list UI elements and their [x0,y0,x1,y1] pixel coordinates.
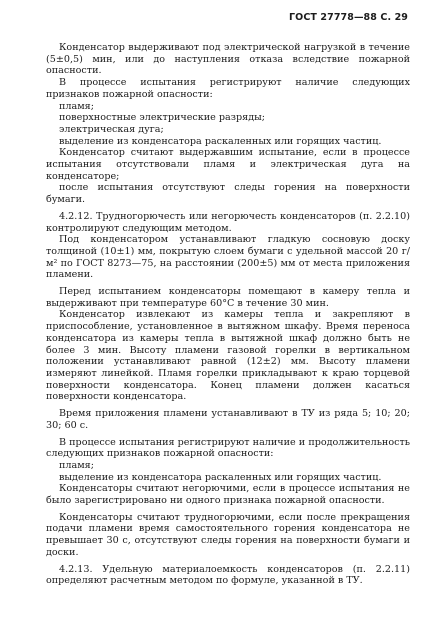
paragraph-register-signs: В процессе испытания регистрируют наличие следующих признаков пожарной опасности: [46,77,410,100]
list-item-electric-arc: электрическая дуга; [59,123,164,135]
document-body [46,42,410,587]
paragraph-test-duration: Конденсатор выдерживают под электрической нагрузкой в течение (5±0,5) мин, или до наступления отказа вследствие пожарной опасности. [46,42,410,77]
paragraph-heat-chamber: Перед испытанием конденсаторы помещают в камеру тепла и выдерживают при температуре 60°С в течение 30 мин. [46,286,410,309]
list-item-flame-2: пламя; [59,459,94,471]
page-header: ГОСТ 27778—88 С. 29 [289,12,408,23]
paragraph-flame-time: Время приложения пламени устанавливают в ТУ из ряда 5; 10; 20; 30; 60 с. [46,408,410,431]
section-4-2-12: 4.2.12. Трудногорючесть или негорючесть конденсаторов (п. 2.2.10) контролируют следующим методом. [46,210,410,234]
list-item-surface-discharges: поверхностные электрические разряды; [59,112,265,124]
paragraph-flame-procedure: Конденсатор извлекают из камеры тепла и закрепляют в приспособление, установленное в вытяжном шкафу. Время переноса конденсатора из камеры тепла в вытяжной шкаф должно быть не более 3 мин. Высоту пламени газовой горелки в вертикальном положении устанавливают равной (12±2) мм. Высоту пламени измеряют линейкой. Пламя горелки прикладывают к краю торцевой поверхности конденсатора. Конец пламени должен касаться поверхности конденсатора. [46,309,410,403]
paragraph-paper-traces: после испытания отсутствуют следы горения на поверхности бумаги. [46,182,410,206]
paragraph-register-duration: В процессе испытания регистрируют наличие и продолжительность следующих признаков пожарной опасности: [46,436,410,460]
list-item-flame: пламя; [59,100,94,112]
paragraph-hardly-combustible: Конденсаторы считают трудногорючими, если после прекращения подачи пламени время самостоятельного горения конденсатора не превышает 30 с, отсутствуют следы горения на поверхности бумаги и доски. [46,511,410,558]
paragraph-pine-board: Под конденсатором устанавливают гладкую сосновую доску толщиной (10±1) мм, покрытую слоем бумаги с удельной массой 20 г/м² по ГОСТ 8273—75, на расстоянии (200±5) мм от места приложения пламени. [46,234,410,281]
list-item-hot-particles-2: выделение из конденсатора раскаленных или горящих частиц. [59,471,382,483]
paragraph-pass-criteria: Конденсатор считают выдержавшим испытание, если в процессе испытания отсутствовали пламя и электрическая дуга на конденсаторе; [46,147,410,182]
paragraph-non-combustible: Конденсаторы считают негорючими, если в процессе испытания не было зарегистрировано ни одного признака пожарной опасности. [46,483,410,507]
section-4-2-13: 4.2.13. Удельную материалоемкость конденсаторов (п. 2.2.11) определяют расчетным методом по формуле, указанной в ТУ. [46,563,410,587]
list-item-hot-particles: выделение из конденсатора раскаленных или горящих частиц. [59,135,382,147]
